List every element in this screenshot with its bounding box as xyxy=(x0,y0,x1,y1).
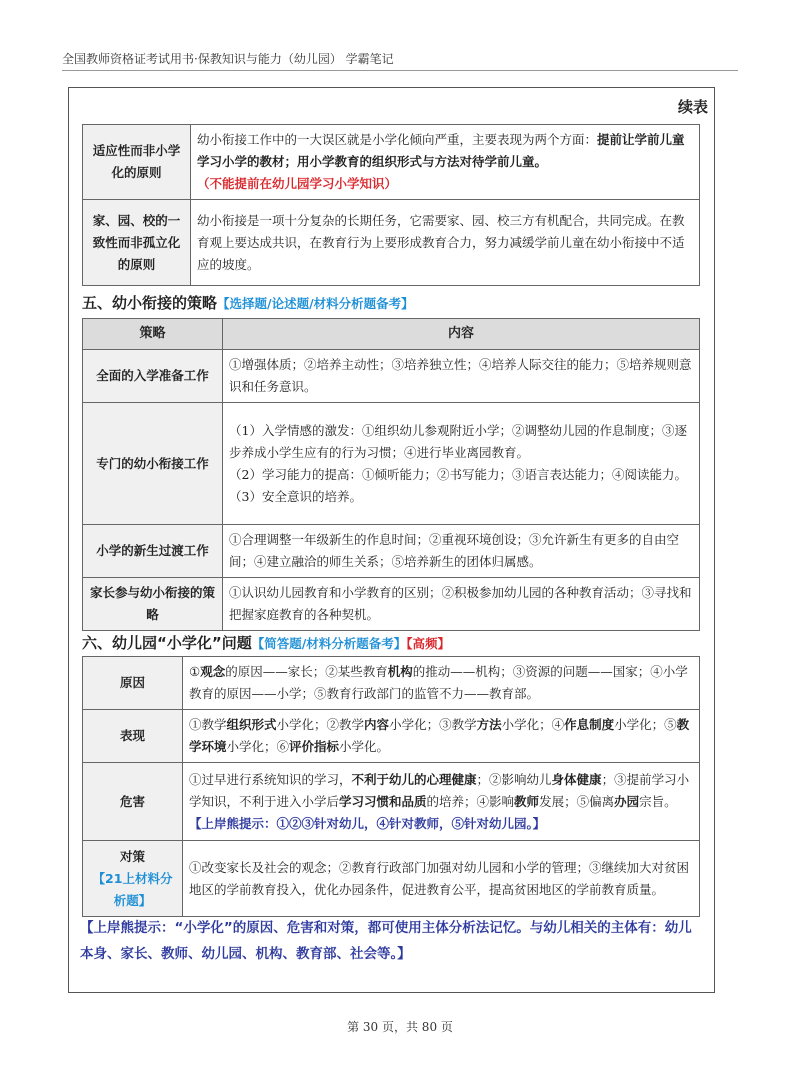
cause-content: ①观念的原因——家长；②某些教育机构的推动——机构；③资源的问题——国家；④小学教育的原因——小学；⑤教育行政部门的监管不力——教育部。 xyxy=(183,657,700,710)
section-5-heading: 五、幼小衔接的策略【选择题/论述题/材料分析题备考】 xyxy=(82,294,414,312)
table-row xyxy=(83,125,700,200)
table-header-row xyxy=(83,319,700,350)
col-header-strategy: 策略 xyxy=(83,319,223,350)
strategy-label: 小学的新生过渡工作 xyxy=(83,525,223,578)
section-6-heading: 六、幼儿园“小学化”问题【简答题/材料分析题备考】【高频】 xyxy=(82,634,451,652)
principle-label: 家、园、校的一致性而非孤立化的原则 xyxy=(83,200,191,286)
table-row xyxy=(83,350,700,403)
principle-label: 适应性而非小学化的原则 xyxy=(83,125,191,200)
running-header: 全国教师资格证考试用书·保教知识与能力（幼儿园） 学霸笔记 xyxy=(62,52,394,66)
kindergarten-issue-table xyxy=(82,656,700,917)
red-note: （不能提前在幼儿园学习小学知识） xyxy=(197,176,398,191)
table-row xyxy=(83,525,700,578)
measure-label: 对策 【21上材料分析题】 xyxy=(83,841,183,917)
principle-content: 幼小衔接是一项十分复杂的长期任务，它需要家、园、校三方有机配合，共同完成。在教育观上要达成共识，在教育行为上要形成教育合力，努力减缓学前儿童在幼小衔接中不适应的坡度。 xyxy=(191,200,700,286)
frequency-tag: 【高频】 xyxy=(406,636,451,651)
exam-tag: 【选择题/论述题/材料分析题备考】 xyxy=(217,296,414,311)
exam-tag: 【简答题/材料分析题备考】 xyxy=(251,636,407,651)
strategy-content: ①增强体质；②培养主动性；③培养独立性；④培养人际交往的能力；⑤培养规则意识和任务意识。 xyxy=(223,350,700,403)
cause-label: 原因 xyxy=(83,657,183,710)
strategy-label: 全面的入学准备工作 xyxy=(83,350,223,403)
continued-label: 续表 xyxy=(677,98,708,116)
strategy-label: 专门的幼小衔接工作 xyxy=(83,403,223,525)
table-row xyxy=(83,403,700,525)
harm-content: ①过早进行系统知识的学习，不利于幼儿的心理健康；②影响幼儿身体健康；③提前学习小学知识，不利于进入小学后学习习惯和品质的培养；④影响教师发展；⑤偏离办园宗旨。【上岸熊提示：①②③针对幼儿，④针对教师，⑤针对幼儿园。】 xyxy=(183,763,700,841)
exam-reference-tag: 【21上材料分析题】 xyxy=(92,870,173,908)
table-row xyxy=(83,578,700,631)
table-row xyxy=(83,710,700,763)
harm-label: 危害 xyxy=(83,763,183,841)
strategy-content: （1）入学情感的激发：①组织幼儿参观附近小学；②调整幼儿园的作息制度；③逐步养成小学生应有的行为习惯；④进行毕业离园教育。 （2）学习能力的提高：①倾听能力；②书写能力；③语言表达能力；④阅读能力。 （3）安全意识的培养。 xyxy=(223,403,700,525)
table-row xyxy=(83,200,700,286)
measure-content: ①改变家长及社会的观念；②教育行政部门加强对幼儿园和小学的管理；③继续加大对贫困地区的学前教育投入，优化办园条件，促进教育公平，提高贫困地区的学前教育质量。 xyxy=(183,841,700,917)
strategy-table xyxy=(82,318,700,631)
manifest-label: 表现 xyxy=(83,710,183,763)
hint-note: 【上岸熊提示：①②③针对幼儿，④针对教师，⑤针对幼儿园。】 xyxy=(189,815,546,831)
strategy-content: ①认识幼儿园教育和小学教育的区别；②积极参加幼儿园的各种教育活动；③寻找和把握家庭教育的各种契机。 xyxy=(223,578,700,631)
strategy-label: 家长参与幼小衔接的策略 xyxy=(83,578,223,631)
table-row xyxy=(83,763,700,841)
manifest-content: ①教学组织形式小学化；②教学内容小学化；③教学方法小学化；④作息制度小学化；⑤教学环境小学化；⑥评价指标小学化。 xyxy=(183,710,700,763)
strategy-content: ①合理调整一年级新生的作息时间；②重视环境创设；③允许新生有更多的自由空间；④建立融洽的师生关系；⑤培养新生的团体归属感。 xyxy=(223,525,700,578)
table-row xyxy=(83,657,700,710)
table-row xyxy=(83,841,700,917)
principle-content: 幼小衔接工作中的一大误区就是小学化倾向严重，主要表现为两个方面：提前让学前儿童学习小学的教材；用小学教育的组织形式与方法对待学前儿童。 （不能提前在幼儿园学习小学知识） xyxy=(191,125,700,200)
bottom-tip: 【上岸熊提示：“小学化”的原因、危害和对策，都可使用主体分析法记忆。与幼儿相关的主体有：幼儿本身、家长、教师、幼儿园、机构、教育部、社会等。】 xyxy=(80,920,692,962)
principles-table xyxy=(82,124,700,286)
header-divider xyxy=(62,70,738,71)
page-number: 第 30 页，共 80 页 xyxy=(347,1020,453,1034)
col-header-content: 内容 xyxy=(223,319,700,350)
